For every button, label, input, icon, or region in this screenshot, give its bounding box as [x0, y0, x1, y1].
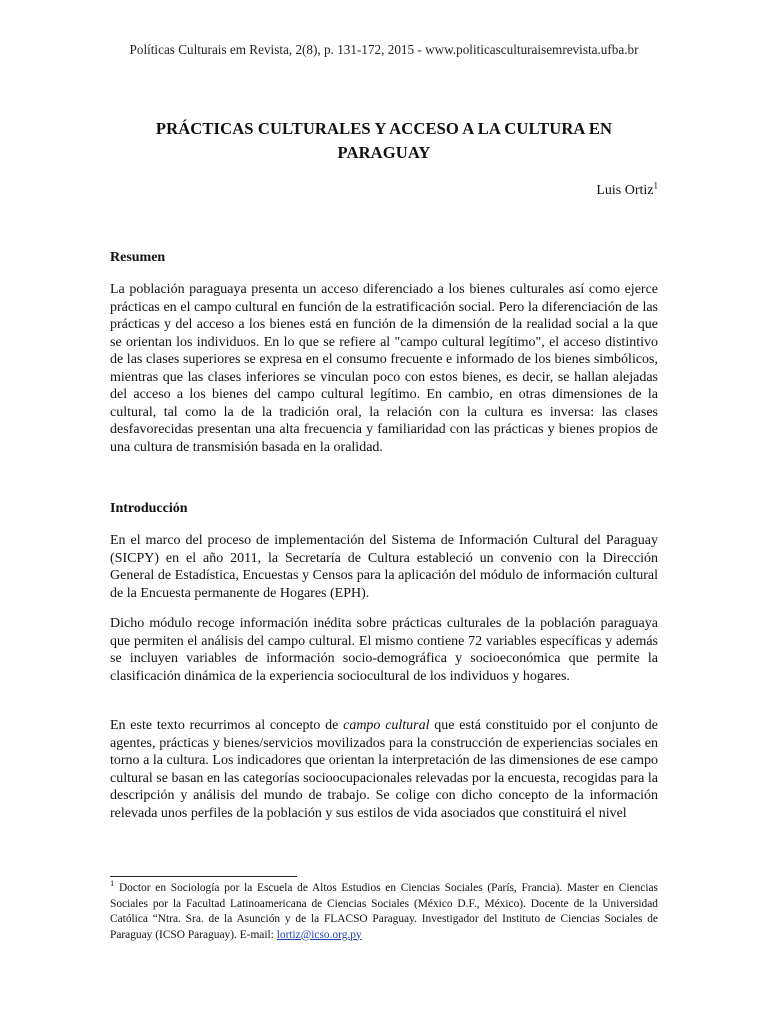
author-line: [596, 182, 658, 200]
email-link[interactable]: lortiz@icso.org.py: [276, 928, 362, 941]
article-title: PRÁCTICAS CULTURALES Y ACCESO A LA CULTURA EN PARAGUAY: [155, 119, 613, 162]
introduction-heading: Introducción: [110, 501, 188, 516]
author-name: Luis Ortiz: [596, 183, 654, 198]
footnote-separator: [110, 876, 297, 877]
intro-paragraph-1: En el marco del proceso de implementación del Sistema de Información Cultural del Paraguay (SICPY) en el año 2011, la Secretaría de Cultura estableció un convenio con la Dirección General de Estadística, Encuestas y Censos para la aplicación del módulo de información cultural de la Encuesta permanente de Hogares (EPH).: [110, 533, 658, 601]
author-footnote-marker[interactable]: 1: [653, 180, 658, 191]
intro-p3-text-end: que está constituido por el conjunto de agentes, prácticas y bienes/servicios movilizados para la construcción de experiencias sociales en torno a la cultura. Los indicadores que orientan la interpretación de las dimensiones de ese campo cultural se basan en las categorías socioocupacionales relevadas por la encuesta, recogidas para la descripción y análisis del mundo de trabajo. Se colige con dicho concepto de la información relevada unos perfiles de la población y sus estilos de vida asociados que constituirá el nivel: [110, 718, 658, 821]
footnote-text: Doctor en Sociología por la Escuela de Altos Estudios en Ciencias Sociales (París, Francia). Master en Ciencias Sociales por la Facultad Latinoamericana de Ciencias Sociales (México D.F., México). Docente de la Universidad Católica “Ntra. Sra. de la Asunción y de la FLACSO Paraguay. Investigador del Instituto de Ciencias Sociales de Paraguay (ICSO Paraguay). E-mail:: [110, 882, 658, 941]
abstract-paragraph: La población paraguaya presenta un acceso diferenciado a los bienes culturales así como ejerce prácticas en el campo cultural en función de la estratificación social. Pero la diferenciación de las prácticas y del acceso a los bienes está en función de la dimensión de la realidad social a la que se orientan los individuos. En lo que se refiere al "campo cultural legítimo", el acceso distintivo de las clases superiores se expresa en el consumo frecuente e informado de los bienes simbólicos, mientras que las clases inferiores se vinculan poco con estos bienes, es decir, se hallan alejadas del acceso a los bienes del campo cultural legítimo. En cambio, en otras dimensiones de la cultural, tal como la de la tradición oral, la relación con la cultura es inversa: las clases desfavorecidas presentan una alta frecuencia y familiaridad con las prácticas y bienes propios de una cultura de transmisión basada en la oralidad.: [110, 282, 658, 455]
abstract-heading: Resumen: [110, 250, 166, 265]
intro-p3-text-start: En este texto recurrimos al concepto de: [110, 718, 344, 733]
footnote: [110, 878, 658, 943]
running-header: Políticas Culturais em Revista, 2(8), p. 131-172, 2015 - www.politicasculturaisemrevista.ufba.br: [129, 42, 639, 57]
intro-paragraph-3: [110, 717, 658, 822]
intro-paragraph-2: Dicho módulo recoge información inédita sobre prácticas culturales de la población paraguaya que permiten el análisis del campo cultural. El mismo contiene 72 variables específicas y además se incluyen variables de información socio-demográfica y socioeconómica que permite la clasificación dinámica de la experiencia sociocultural de los individuos y hogares.: [110, 616, 658, 684]
campo-cultural-term: campo cultural: [343, 718, 430, 733]
footnote-marker: 1: [110, 878, 115, 889]
